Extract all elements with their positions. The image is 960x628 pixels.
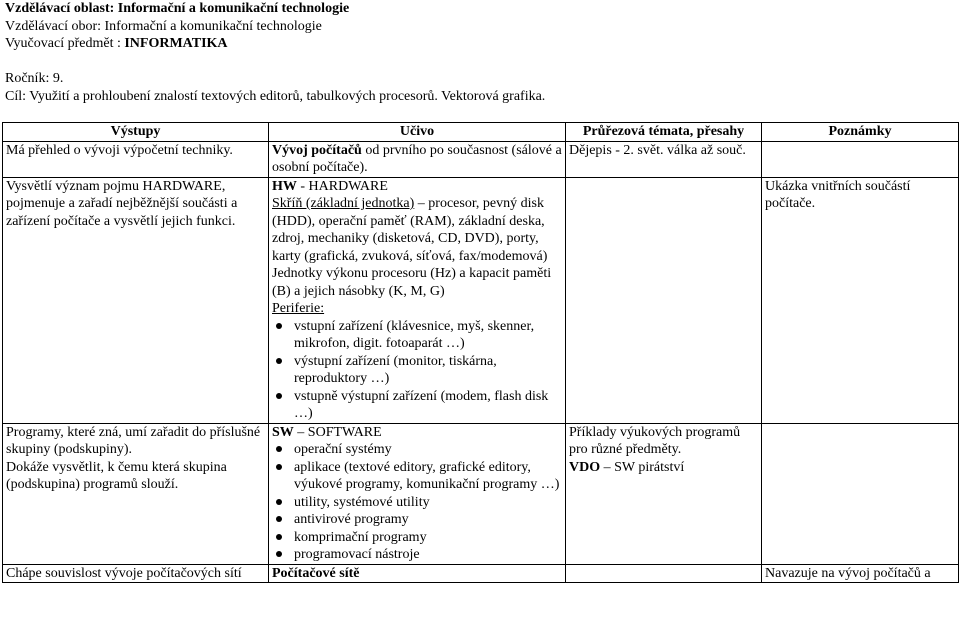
spacer [5, 53, 545, 71]
row3-prurez-1: Příklady výukových programů pro různé předměty. [569, 424, 741, 457]
row3-vystupy [3, 423, 269, 564]
sw-rest: – SOFTWARE [293, 424, 382, 440]
vdo-rest: – SW pirátství [600, 459, 685, 475]
row2-ucivo [269, 177, 566, 423]
skrin-rest: – procesor, pevný disk (HDD), operační paměť (RAM), základní deska, zdroj, mechaniky (disketová, CD, DVD), porty, karty (grafická, zvuková, síťová, fax/modemová) [272, 196, 548, 264]
oblast-label: Vzdělávací oblast: [5, 1, 118, 16]
sw-bold: SW [272, 424, 294, 440]
row3-vystupy-2: Dokáže vysvětlit, k čemu která skupina (podskupina) programů slouží. [6, 459, 227, 492]
header-vystupy: Výstupy [3, 123, 269, 142]
table-row [3, 177, 959, 423]
row3-vystupy-1: Programy, které zná, umí zařadit do příslušné skupiny (podskupiny). [6, 424, 261, 457]
row1-prurez: Dějepis - 2. svět. válka až souč. [566, 141, 762, 177]
sw-line [272, 424, 565, 442]
jednotky-text: Jednotky výkonu procesoru (Hz) a kapacit paměti (B) a jejich násobky (K, M, G) [272, 266, 552, 299]
cil-line: Cíl: Využití a prohloubení znalostí textových editorů, tabulkových procesorů. Vektorová grafika. [5, 88, 546, 104]
periferie-label: Periferie: [272, 301, 325, 316]
row1-ucivo-bold: Vývoj počítačů [272, 142, 362, 158]
predmet-label: Vyučovací předmět : [5, 36, 125, 51]
list-item: komprimační programy [272, 529, 565, 547]
list-item: utility, systémové utility [272, 494, 565, 512]
table-row [3, 423, 959, 564]
vdo-bold: VDO [569, 459, 601, 475]
document-header [5, 0, 545, 105]
row4-ucivo [269, 564, 566, 583]
oblast-value: Informační a komunikační technologie [117, 1, 350, 16]
curriculum-table [2, 122, 959, 583]
row3-ucivo [269, 423, 566, 564]
header-prurez: Průřezová témata, přesahy [566, 123, 762, 142]
vdo-line [569, 459, 761, 477]
row1-vystupy: Má přehled o vývoji výpočetní techniky. [3, 141, 269, 177]
table-row [3, 141, 959, 177]
hw-line [272, 178, 565, 196]
hw-rest: - HARDWARE [296, 178, 388, 194]
row1-poznamky [762, 141, 959, 177]
list-item: antivirové programy [272, 511, 565, 529]
row4-prurez [566, 564, 762, 583]
list-item: výstupní zařízení (monitor, tiskárna, reproduktory …) [272, 353, 565, 388]
oblast-line [5, 0, 545, 18]
predmet-value: INFORMATIKA [124, 36, 228, 51]
row4-ucivo-bold: Počítačové sítě [272, 565, 360, 581]
table-row [3, 564, 959, 583]
sw-list [272, 441, 565, 564]
list-item: programovací nástroje [272, 546, 565, 564]
periferie-list [272, 318, 565, 423]
row2-prurez [566, 177, 762, 423]
row3-prurez [566, 423, 762, 564]
row3-poznamky [762, 423, 959, 564]
list-item: aplikace (textové editory, grafické editory, výukové programy, komunikační programy …) [272, 459, 565, 494]
list-item: operační systémy [272, 441, 565, 459]
rocnik-line: Ročník: 9. [5, 71, 64, 86]
list-item: vstupně výstupní zařízení (modem, flash disk …) [272, 388, 565, 423]
header-poznamky: Poznámky [762, 123, 959, 142]
row4-vystupy: Chápe souvislost vývoje počítačových sítí [3, 564, 269, 583]
obor-line: Vzdělávací obor: Informační a komunikační technologie [5, 18, 322, 34]
row1-ucivo [269, 141, 566, 177]
row2-vystupy: Vysvětlí význam pojmu HARDWARE, pojmenuje a zařadí nejběžnější součásti a zařízení počítače a vysvětlí jejich funkci. [3, 177, 269, 423]
table-header-row [3, 123, 959, 142]
predmet-line [5, 35, 545, 53]
hw-bold: HW [272, 178, 297, 194]
row2-poznamky: Ukázka vnitřních součástí počítače. [762, 177, 959, 423]
row1-ucivo-rest: od prvního po současnost (sálové a osobní počítače). [272, 142, 562, 175]
skrin-label: Skříň (základní jednotka) [272, 196, 415, 211]
list-item: vstupní zařízení (klávesnice, myš, skenner, mikrofon, digit. fotoaparát …) [272, 318, 565, 353]
row4-poznamky: Navazuje na vývoj počítačů a [762, 564, 959, 583]
header-ucivo: Učivo [269, 123, 566, 142]
skrin-text [272, 195, 565, 265]
